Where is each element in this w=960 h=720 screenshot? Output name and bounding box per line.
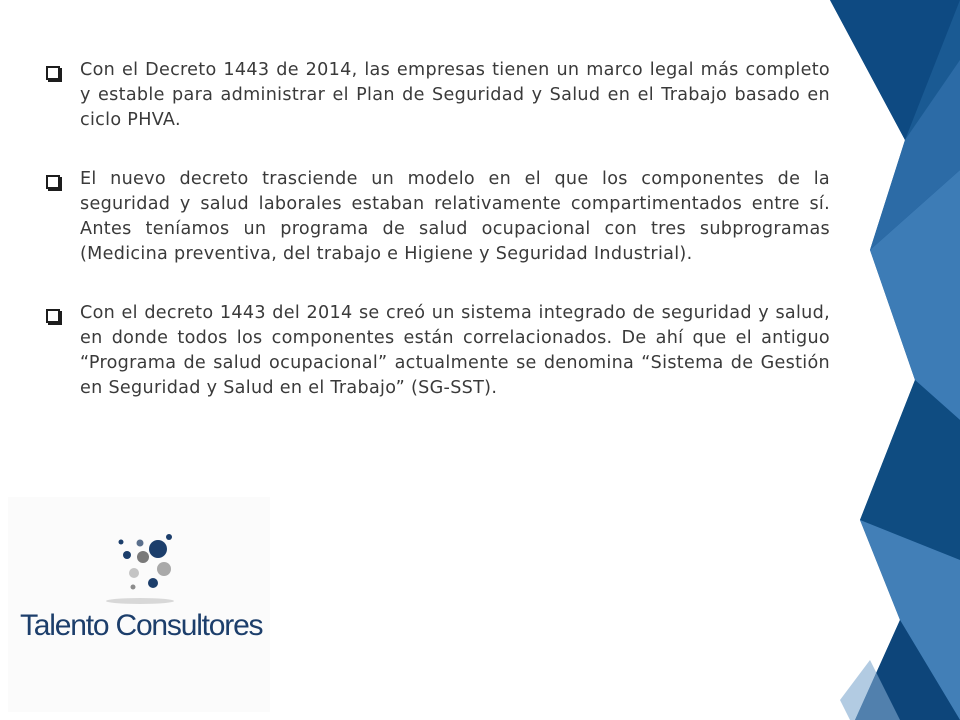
checkbox-bullet-icon bbox=[46, 309, 60, 323]
logo-text: Talento Consultores bbox=[20, 609, 263, 642]
dotted-globe-icon bbox=[8, 497, 270, 607]
bullet-text: Con el decreto 1443 del 2014 se creó un sistema integrado de seguridad y salud, en donde todos los componentes están correlacionados. De ahí que el antiguo “Programa de salud ocupacional” actualmente se denomina “Sistema de Gestión en Seguridad y Salud en el Trabajo” (SG-SST). bbox=[80, 303, 830, 398]
bullet-text: Con el Decreto 1443 de 2014, las empresas tienen un marco legal más completo y estable para administrar el Plan de Seguridad y Salud en el Trabajo basado en ciclo PHVA. bbox=[80, 60, 830, 130]
bullet-item bbox=[46, 167, 830, 267]
company-logo bbox=[8, 497, 270, 712]
checkbox-bullet-icon bbox=[46, 175, 60, 189]
bullet-list bbox=[46, 58, 830, 435]
checkbox-bullet-icon bbox=[46, 66, 60, 80]
bullet-item bbox=[46, 301, 830, 401]
bullet-item bbox=[46, 58, 830, 133]
bullet-text: El nuevo decreto trasciende un modelo en el que los componentes de la seguridad y salud laborales estaban relativamente compartimentados entre sí. Antes teníamos un programa de salud ocupacional con tres subprogramas (Medicina preventiva, del trabajo e Higiene y Seguridad Industrial). bbox=[80, 169, 830, 264]
